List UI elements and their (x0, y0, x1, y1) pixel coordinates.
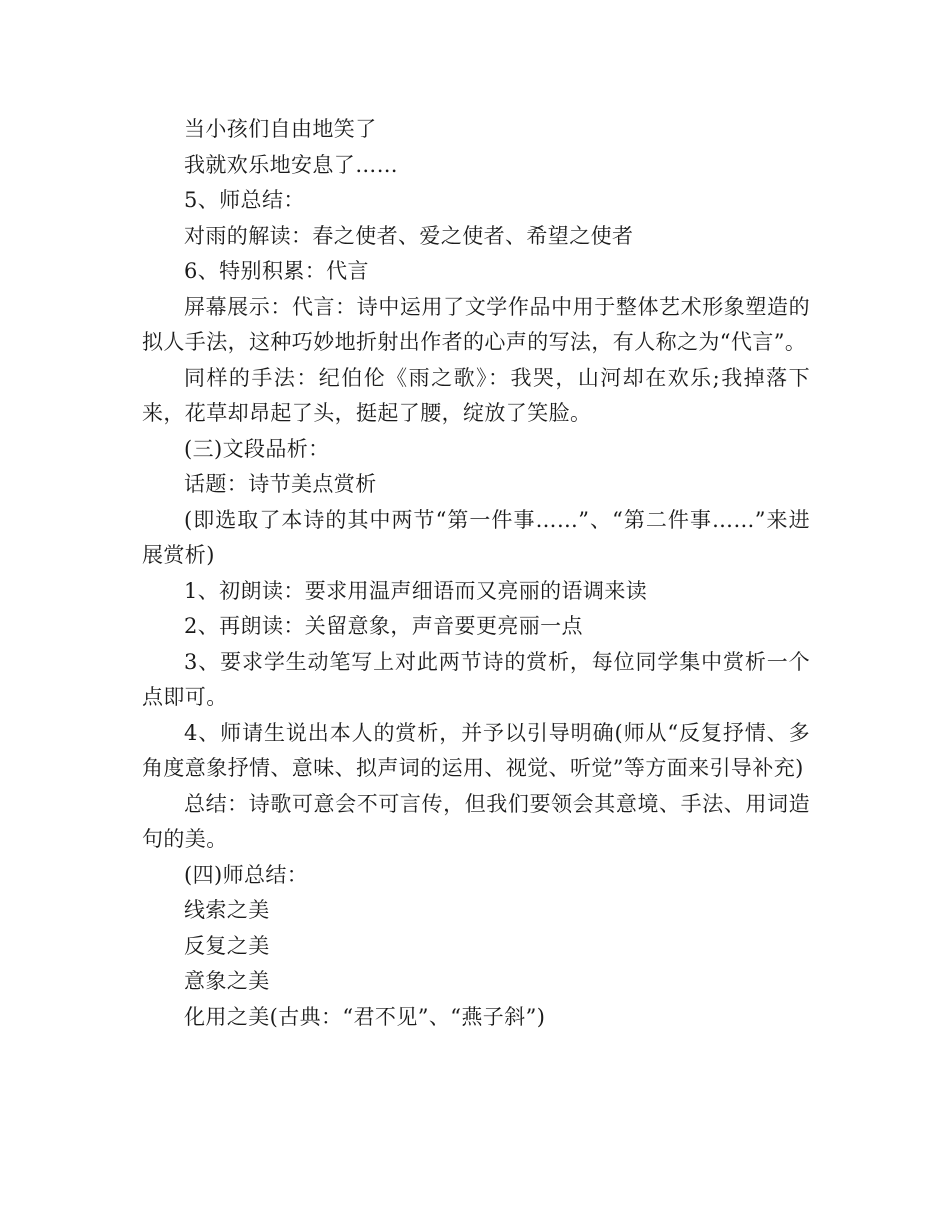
paragraph: (三)文段品析： (184, 436, 330, 461)
paragraph: 屏幕展示：代言：诗中运用了文学作品中用于整体艺术形象塑造的拟人手法，这种巧妙地折射出作者的心声的写法，有人称之为“代言”。 (142, 294, 810, 354)
paragraph: 对雨的解读：春之使者、爱之使者、希望之使者 (184, 223, 634, 248)
paragraph: 4、师请生说出本人的赏析，并予以引导明确(师从“反复抒情、多角度意象抒情、意味、拟声词的运用、视觉、听觉”等方面来引导补充) (142, 720, 810, 780)
paragraph: (即选取了本诗的其中两节“第一件事……”、“第二件事……”来进展赏析) (142, 507, 810, 567)
paragraph: 话题：诗节美点赏析 (184, 472, 377, 496)
paragraph: 3、要求学生动笔写上对此两节诗的赏析，每位同学集中赏析一个点即可。 (142, 649, 810, 709)
paragraph: 当小孩们自由地笑了 (184, 117, 377, 141)
paragraph: 同样的手法：纪伯伦《雨之歌》：我哭，山河却在欢乐;我掉落下来，花草却昂起了头，挺起了腰，绽放了笑脸。 (142, 365, 810, 425)
paragraph: 意象之美 (184, 969, 270, 993)
paragraph: 5、师总结： (184, 188, 305, 212)
paragraph: 化用之美(古典：“君不见”、“燕子斜”) (184, 1004, 546, 1029)
paragraph: 2、再朗读：关留意象，声音要更亮丽一点 (184, 614, 583, 638)
paragraph: 1、初朗读：要求用温声细语而又亮丽的语调来读 (184, 578, 648, 603)
paragraph: 总结：诗歌可意会不可言传，但我们要领会其意境、手法、用词造句的美。 (142, 791, 810, 851)
paragraph: 线索之美 (184, 898, 270, 922)
paragraph: 6、特别积累：代言 (184, 259, 369, 283)
paragraph: 我就欢乐地安息了…… (184, 152, 398, 177)
document-body (142, 112, 810, 1035)
paragraph: 反复之美 (184, 933, 270, 958)
paragraph: (四)师总结： (184, 862, 309, 887)
